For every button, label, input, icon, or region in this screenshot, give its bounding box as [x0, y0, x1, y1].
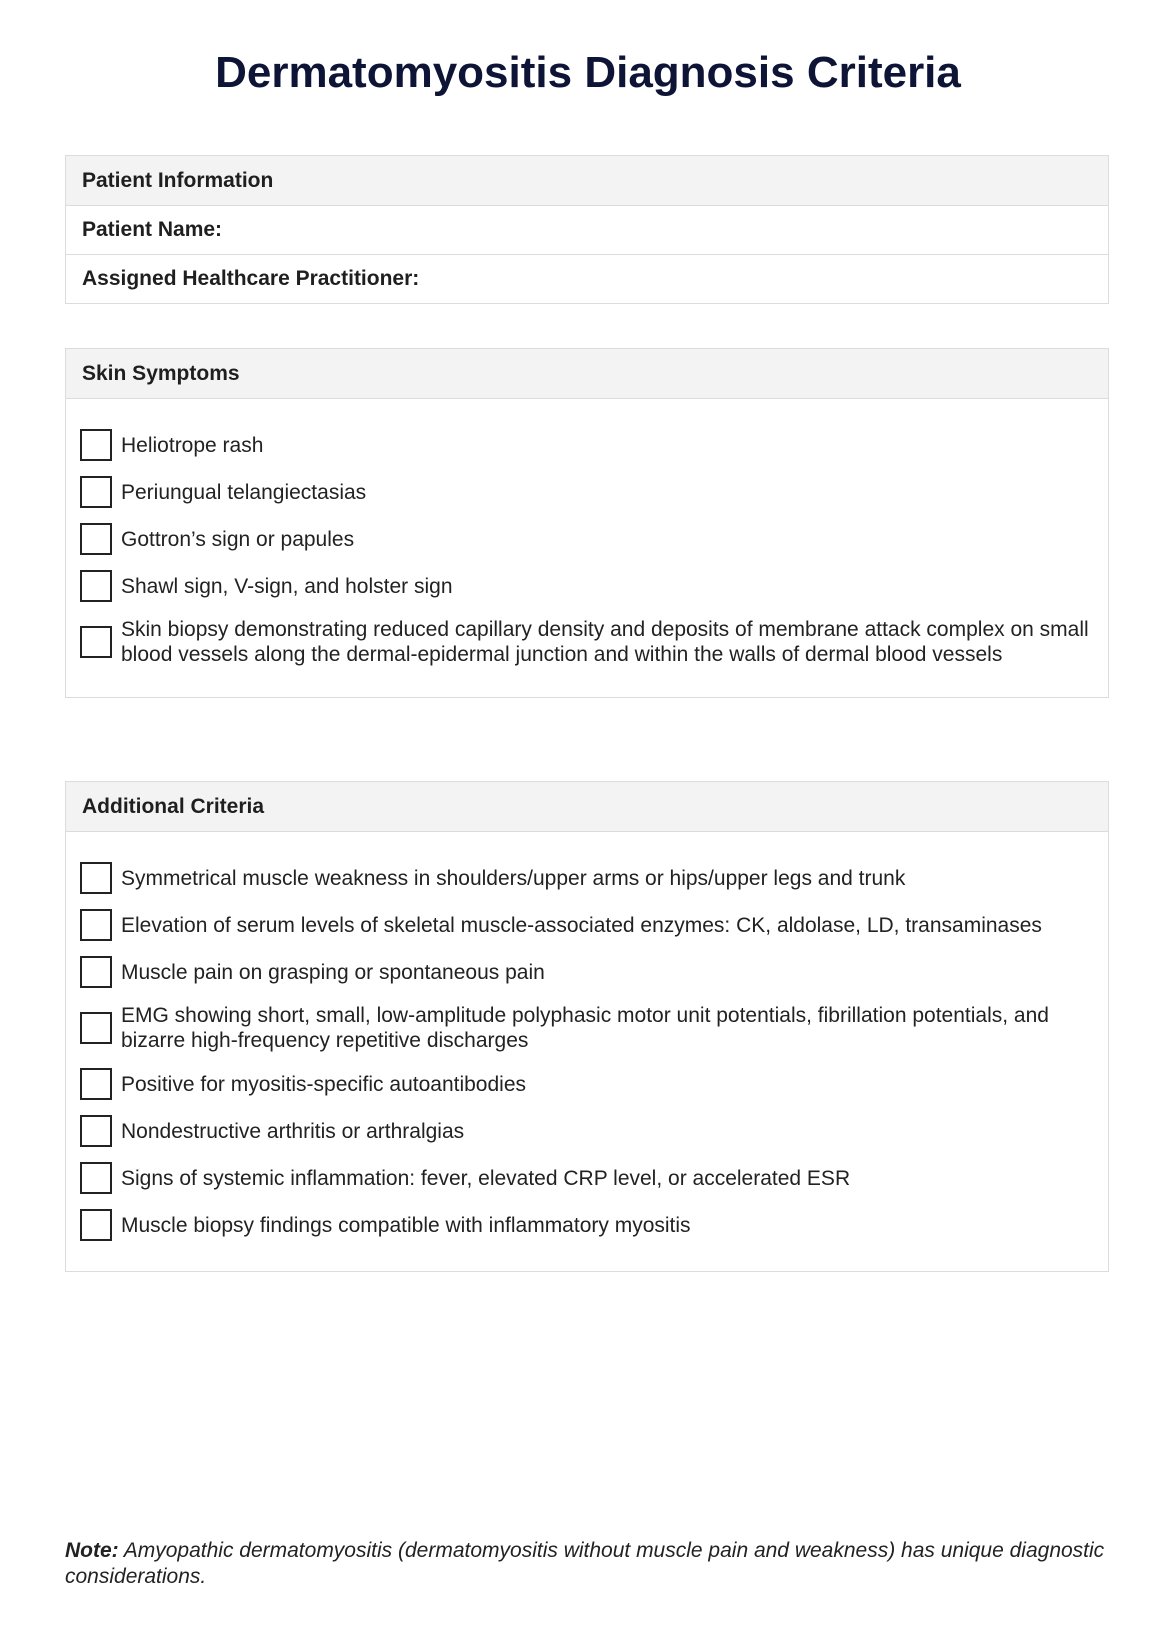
checkbox-systemic-inflammation[interactable]	[80, 1162, 112, 1194]
checklist-item-label: Periungual telangiectasias	[121, 480, 367, 504]
patient-name-field[interactable]	[66, 206, 1108, 255]
checkbox-symmetrical-muscle-weakness[interactable]	[80, 862, 112, 894]
checklist-item-label: Signs of systemic inflammation: fever, elevated CRP level, or accelerated ESR	[121, 1166, 851, 1190]
checkbox-skin-biopsy[interactable]	[80, 626, 112, 658]
checklist-item	[80, 862, 1092, 894]
footnote	[65, 1538, 1115, 1590]
assigned-practitioner-label: Assigned Healthcare Practitioner:	[82, 267, 420, 290]
additional-criteria-section	[65, 781, 1109, 1272]
checklist-item-label: Shawl sign, V-sign, and holster sign	[121, 574, 453, 598]
checklist-item	[80, 1115, 1092, 1147]
note-prefix: Note:	[65, 1539, 119, 1562]
page-title: Dermatomyositis Diagnosis Criteria	[215, 48, 961, 97]
section-header-skin-symptoms: Skin Symptoms	[66, 349, 1108, 399]
checklist-item	[80, 570, 1092, 602]
section-header-patient-information: Patient Information	[66, 156, 1108, 206]
checklist-item-label: Heliotrope rash	[121, 433, 264, 457]
checkbox-muscle-pain[interactable]	[80, 956, 112, 988]
additional-criteria-checklist	[66, 832, 1108, 1271]
checklist-item	[80, 956, 1092, 988]
checklist-item	[80, 476, 1092, 508]
checkbox-serum-enzymes[interactable]	[80, 909, 112, 941]
checkbox-heliotrope-rash[interactable]	[80, 429, 112, 461]
checkbox-muscle-biopsy[interactable]	[80, 1209, 112, 1241]
checklist-item-label: Gottron’s sign or papules	[121, 527, 355, 551]
checklist-item	[80, 429, 1092, 461]
checkbox-autoantibodies[interactable]	[80, 1068, 112, 1100]
checklist-item-label: Symmetrical muscle weakness in shoulders/upper arms or hips/upper legs and trunk	[121, 866, 906, 890]
checklist-item-label: Muscle pain on grasping or spontaneous pain	[121, 960, 545, 984]
checklist-item-label: Skin biopsy demonstrating reduced capillary density and deposits of membrane attack complex on small blood vessels along the dermal-epidermal junction and within the walls of dermal blood vessels	[121, 618, 1089, 666]
checkbox-emg-findings[interactable]	[80, 1012, 112, 1044]
section-header-additional-criteria: Additional Criteria	[66, 782, 1108, 832]
checklist-item-label: Positive for myositis-specific autoantibodies	[121, 1072, 527, 1096]
note-text: Amyopathic dermatomyositis (dermatomyositis without muscle pain and weakness) has unique diagnostic considerations.	[65, 1539, 1105, 1588]
assigned-practitioner-field[interactable]	[66, 255, 1108, 303]
checklist-item	[80, 617, 1092, 667]
patient-information-section	[65, 155, 1109, 304]
skin-symptoms-section	[65, 348, 1109, 698]
checkbox-gottrons-sign[interactable]	[80, 523, 112, 555]
checkbox-shawl-sign[interactable]	[80, 570, 112, 602]
checkbox-periungual-telangiectasias[interactable]	[80, 476, 112, 508]
checklist-item	[80, 1209, 1092, 1241]
checklist-item	[80, 1003, 1092, 1053]
checklist-item	[80, 1068, 1092, 1100]
checklist-item	[80, 523, 1092, 555]
checklist-item-label: Elevation of serum levels of skeletal muscle-associated enzymes: CK, aldolase, LD, transaminases	[121, 913, 1042, 937]
checklist-item	[80, 909, 1092, 941]
checklist-item-label: Muscle biopsy findings compatible with inflammatory myositis	[121, 1213, 691, 1237]
skin-symptoms-checklist	[66, 399, 1108, 697]
checklist-item-label: EMG showing short, small, low-amplitude polyphasic motor unit potentials, fibrillation potentials, and bizarre high-frequency repetitive discharges	[121, 1004, 1049, 1052]
checklist-item-label: Nondestructive arthritis or arthralgias	[121, 1119, 465, 1143]
patient-name-label: Patient Name:	[82, 218, 223, 241]
checkbox-arthritis[interactable]	[80, 1115, 112, 1147]
checklist-item	[80, 1162, 1092, 1194]
